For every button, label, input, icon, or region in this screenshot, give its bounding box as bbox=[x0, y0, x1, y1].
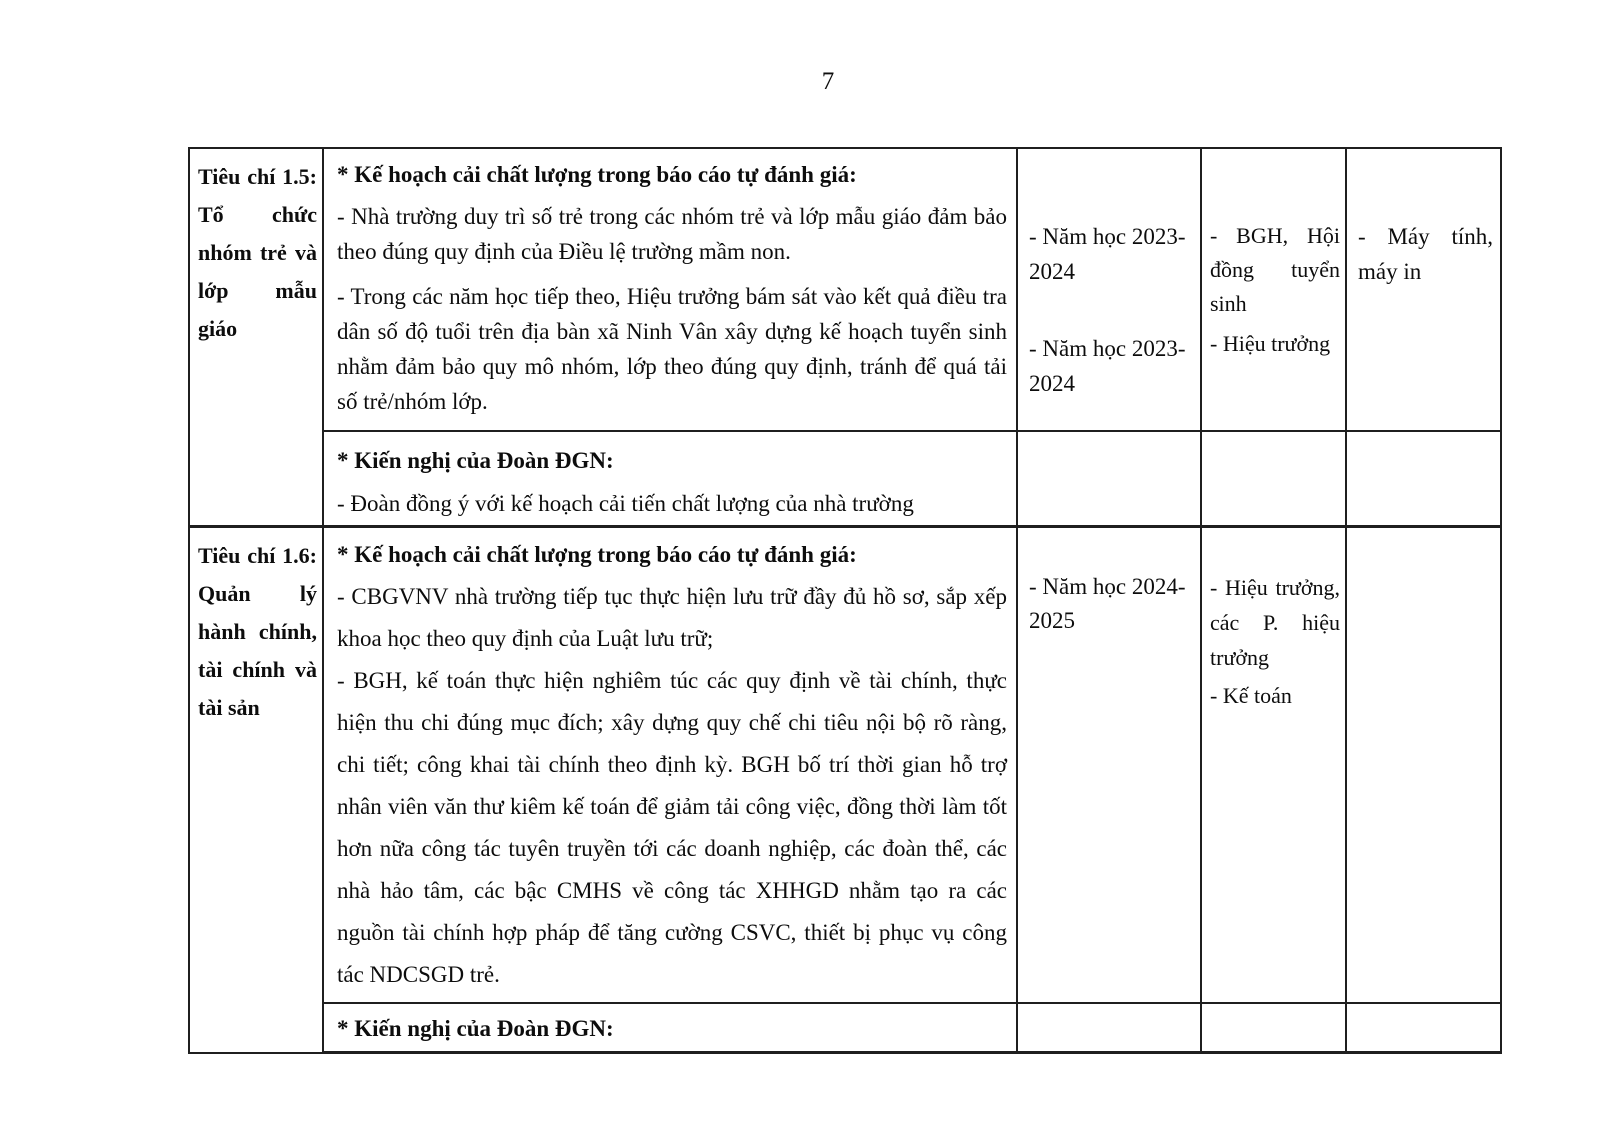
recommendation-heading-1-6: * Kiến nghị của Đoàn ĐGN: bbox=[337, 1015, 614, 1041]
timeline-entry: - Năm học 2023-2024 bbox=[1029, 224, 1186, 284]
empty-cell bbox=[1201, 1003, 1346, 1053]
page-number: 7 bbox=[821, 68, 835, 95]
responsible-cell-1-6 bbox=[1201, 527, 1346, 1003]
timeline-entry: - Năm học 2024-2025 bbox=[1029, 574, 1186, 633]
responsible-entry: - Hiệu trưởng bbox=[1210, 331, 1331, 356]
empty-cell bbox=[1346, 431, 1501, 527]
empty-cell bbox=[1017, 1003, 1201, 1053]
improvement-plan-table bbox=[188, 147, 1502, 1054]
row-1-6-content bbox=[189, 527, 1501, 1003]
row-1-5-content bbox=[189, 148, 1501, 431]
recommendation-item: - Đoàn đồng ý với kế hoạch cải tiến chất lượng của nhà trường bbox=[337, 491, 914, 516]
recommendation-heading-1-5: * Kiến nghị của Đoàn ĐGN: bbox=[337, 448, 614, 473]
criterion-cell-1-5 bbox=[189, 148, 323, 527]
criterion-cell-1-6 bbox=[189, 527, 323, 1053]
resources-cell-1-5 bbox=[1346, 148, 1501, 431]
plan-item: - Trong các năm học tiếp theo, Hiệu trưởng bám sát vào kết quả điều tra dân số độ tuổi trên địa bàn xã Ninh Vân xây dựng kế hoạch tuyển sinh nhằm đảm bảo quy mô nhóm, lớp theo đúng quy định, tránh để quá tải số trẻ/nhóm lớp. bbox=[337, 284, 1007, 414]
plan-item: - BGH, kế toán thực hiện nghiêm túc các quy định về tài chính, thực hiện thu chi đúng mục đích; xây dựng quy chế chi tiêu nội bộ rõ ràng, chi tiết; công khai tài chính theo định kỳ. BGH bố trí thời gian hỗ trợ nhân viên văn thư kiêm kế toán để giảm tải công việc, đồng thời làm tốt hơn nữa công tác tuyên truyền tới các doanh nghiệp, các đoàn thể, các nhà hảo tâm, các bậc CMHS về công tác XHHGD nhằm tạo ra các nguồn tài chính hợp pháp để tăng cường CSVC, thiết bị phục vụ công tác NDCSGD trẻ. bbox=[337, 668, 1007, 987]
plan-cell-1-6 bbox=[323, 527, 1017, 1003]
responsible-cell-1-5 bbox=[1201, 148, 1346, 431]
resource-entry: - Máy tính, máy in bbox=[1358, 224, 1493, 284]
empty-cell bbox=[1201, 431, 1346, 527]
timeline-cell-1-6 bbox=[1017, 527, 1201, 1003]
row-1-6-recommendation bbox=[189, 1003, 1501, 1053]
plan-cell-1-5 bbox=[323, 148, 1017, 431]
timeline-entry: - Năm học 2023-2024 bbox=[1029, 336, 1186, 396]
recommendation-cell-1-5 bbox=[323, 431, 1017, 527]
plan-heading-1-5: * Kế hoạch cải chất lượng trong báo cáo tự đánh giá: bbox=[337, 162, 857, 187]
recommendation-cell-1-6 bbox=[323, 1003, 1017, 1053]
row-1-5-recommendation bbox=[189, 431, 1501, 527]
plan-heading-1-6: * Kế hoạch cải chất lượng trong báo cáo tự đánh giá: bbox=[337, 542, 857, 567]
criterion-text-1-6: Tiêu chí 1.6: Quản lý hành chính, tài chính và tài sản bbox=[198, 543, 317, 720]
responsible-entry: - Hiệu trưởng, các P. hiệu trưởng bbox=[1210, 575, 1340, 670]
empty-cell bbox=[1346, 527, 1501, 1003]
responsible-entry: - Kế toán bbox=[1210, 683, 1292, 708]
criterion-text-1-5: Tiêu chí 1.5: Tổ chức nhóm trẻ và lớp mẫu giáo bbox=[198, 164, 317, 341]
empty-cell bbox=[1017, 431, 1201, 527]
plan-item: - CBGVNV nhà trường tiếp tục thực hiện lưu trữ đầy đủ hồ sơ, sắp xếp khoa học theo quy định của Luật lưu trữ; bbox=[337, 584, 1007, 651]
plan-item: - Nhà trường duy trì số trẻ trong các nhóm trẻ và lớp mẫu giáo đảm bảo theo đúng quy định của Điều lệ trường mầm non. bbox=[337, 204, 1007, 264]
empty-cell bbox=[1346, 1003, 1501, 1053]
responsible-entry: - BGH, Hội đồng tuyển sinh bbox=[1210, 223, 1340, 316]
timeline-cell-1-5 bbox=[1017, 148, 1201, 431]
